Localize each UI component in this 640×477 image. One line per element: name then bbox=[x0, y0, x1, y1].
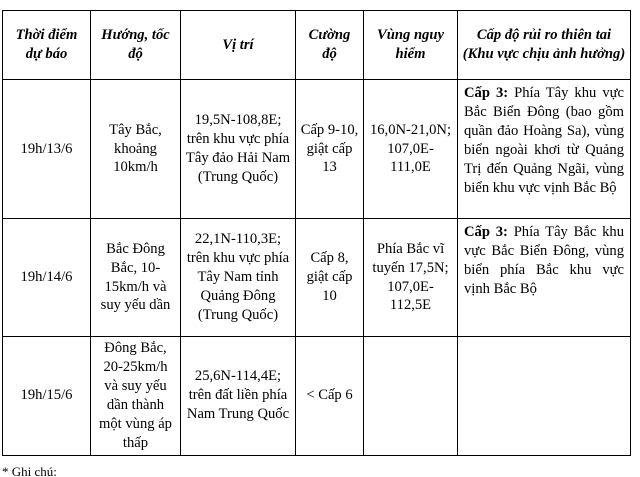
table-row bbox=[3, 337, 631, 456]
cell-direction: Tây Bắc, khoảng 10km/h bbox=[91, 80, 181, 219]
cell-risk-level bbox=[458, 80, 631, 219]
table-row bbox=[3, 219, 631, 337]
cell-danger-zone bbox=[364, 337, 458, 456]
header-time: Thời điểm dự báo bbox=[3, 11, 91, 80]
table-header-row bbox=[3, 11, 631, 80]
cell-intensity: Cấp 9-10, giật cấp 13 bbox=[296, 80, 364, 219]
cell-direction: Đông Bắc, 20-25km/h và suy yếu dần thành một vùng áp thấp bbox=[91, 337, 181, 456]
risk-level-text: Phía Tây khu vực Bắc Biển Đông (bao gồm quần đảo Hoàng Sa), vùng biển ngoài khơi từ Quảng Trị đến Quảng Ngãi, vùng biển khu vực vịnh Bắc Bộ bbox=[464, 85, 624, 196]
risk-level-text: Phía Tây Bắc khu vực Bắc Biển Đông, vùng biển phía Bắc khu vực vịnh Bắc Bộ bbox=[464, 224, 624, 297]
header-intensity: Cường độ bbox=[296, 11, 364, 80]
cell-time: 19h/13/6 bbox=[3, 80, 91, 219]
header-direction: Hướng, tốc độ bbox=[91, 11, 181, 80]
cell-position: 25,6N-114,4E; trên đất liền phía Nam Trung Quốc bbox=[181, 337, 296, 456]
cell-position: 19,5N-108,8E; trên khu vực phía Tây đảo Hải Nam (Trung Quốc) bbox=[181, 80, 296, 219]
cell-position: 22,1N-110,3E; trên khu vực phía Tây Nam tỉnh Quảng Đông (Trung Quốc) bbox=[181, 219, 296, 337]
forecast-table bbox=[2, 10, 631, 456]
cell-direction: Bắc Đông Bắc, 10-15km/h và suy yếu dần bbox=[91, 219, 181, 337]
cell-danger-zone: 16,0N-21,0N; 107,0E-111,0E bbox=[364, 80, 458, 219]
cell-intensity: < Cấp 6 bbox=[296, 337, 364, 456]
header-position: Vị trí bbox=[181, 11, 296, 80]
cell-danger-zone: Phía Bắc vĩ tuyến 17,5N; 107,0E-112,5E bbox=[364, 219, 458, 337]
header-danger-zone: Vùng nguy hiểm bbox=[364, 11, 458, 80]
header-risk-level: Cấp độ rủi ro thiên tai (Khu vực chịu ảnh hưởng) bbox=[458, 11, 631, 80]
risk-level-label: Cấp 3: bbox=[464, 85, 509, 101]
risk-level-label: Cấp 3: bbox=[464, 224, 508, 240]
cell-time: 19h/14/6 bbox=[3, 219, 91, 337]
cell-time: 19h/15/6 bbox=[3, 337, 91, 456]
table-row bbox=[3, 80, 631, 219]
cell-intensity: Cấp 8, giật cấp 10 bbox=[296, 219, 364, 337]
cell-risk-level bbox=[458, 337, 631, 456]
footnote-fragment: * Ghi chú: bbox=[2, 466, 57, 477]
cell-risk-level bbox=[458, 219, 631, 337]
